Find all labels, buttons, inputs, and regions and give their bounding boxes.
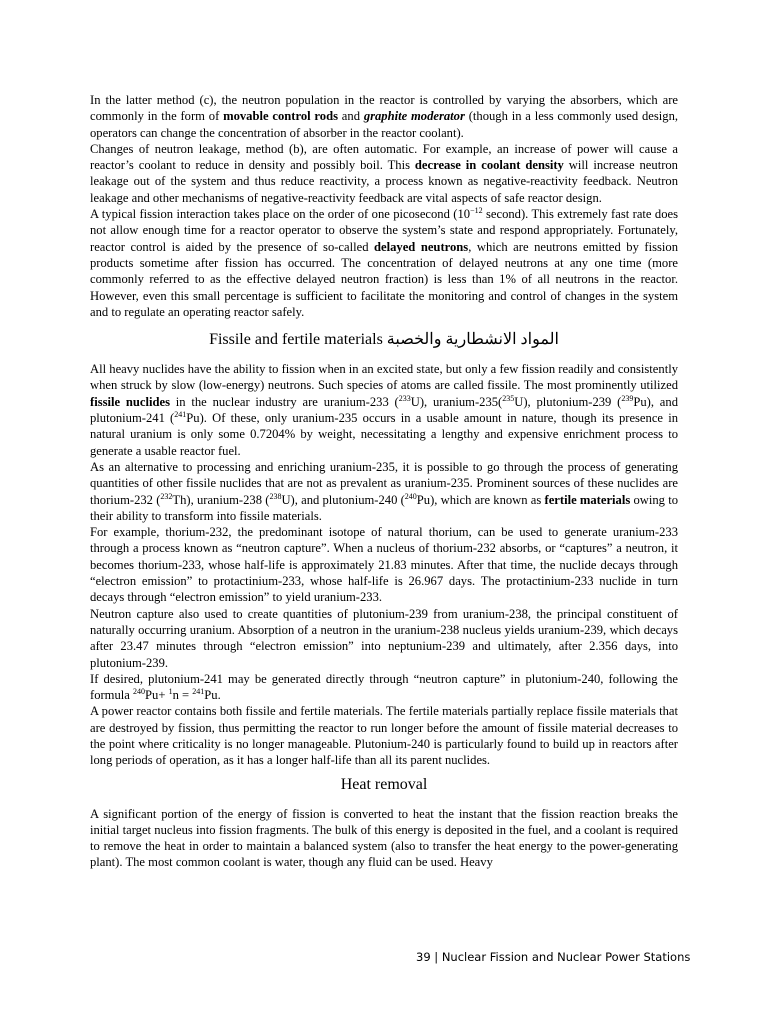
paragraph-heat-removal: A significant portion of the energy of fission is converted to heat the instant that the fission reaction breaks the initial target nucleus into fission fragments. The bulk of this energy is deposited in the fuel, and a coolant is required to remove the heat in order to maintain a balanced system (also to transfer the heat energy to the power-generating plant). The most common coolant is water, though any fluid can be used. Heavy	[90, 806, 678, 870]
bold-coolant-density: decrease in coolant density	[414, 158, 564, 173]
paragraph-power-reactor: A power reactor contains both fissile and fertile materials. The fertile materials partially replace fissile materials that are destroyed by fission, thus permitting the reactor to run longer before the amount of fissile material decreases to the point where criticality is no longer manageable. Plutonium-240 is particularly found to build up in reactors after long periods of operation, as it has a longer half-life than all its parent nuclides.	[90, 704, 678, 768]
section-heading-heat-removal: Heat removal	[340, 775, 428, 793]
paragraph-fertile-materials: As an alternative to processing and enriching uranium-235, it is possible to go through the process of generating quantities of other fissile nuclides that are not as prevalent as uranium-235. Prominent sources of these nuclides are thorium-232 ($^{232}$Th), uranium-238 ($^{238}$U), and plutonium-240 ($^{240}$Pu), which are known as fertile materials owing to their ability to transform into fissile materials.	[90, 459, 679, 523]
paragraph-neutron-leakage: Changes of neutron leakage, method (b), are often automatic. For example, an increase of power will cause a reactor’s coolant to reduce in density and possibly boil. This decrease in coolant density will increase neutron leakage out of the system and thus reduce reactivity, a process known as negative-reactivity feedback. Neutron leakage and other mechanisms of negative-reactivity feedback are vital aspects of safe reactor design.	[90, 141, 678, 205]
bold-delayed-neutrons: delayed neutrons	[374, 239, 469, 254]
document-page	[90, 92, 678, 871]
bold-fissile-nuclides: fissile nuclides	[90, 394, 170, 409]
paragraph-plutonium-formula: If desired, plutonium-241 may be generated directly through “neutron capture” in plutonium-240, following the formula $^{240}$Pu+ $^1$n = $^{241}$Pu.	[90, 671, 678, 703]
superscript: −12	[470, 206, 483, 216]
page-footer: 39 | Nuclear Fission and Nuclear Power Stations	[416, 950, 691, 964]
paragraph-thorium-example: For example, thorium-232, the predominant isotope of natural thorium, can be used to generate uranium-233 through a process known as “neutron capture”. When a nucleus of thorium-232 absorbs, or “captures” a neutron, it becomes thorium-233, whose half-life is approximately 21.83 minutes. After that time, the nuclide decays through “electron emission” to protactinium-233, whose half-life is 26.967 days. The protactinium-233 nuclide in turn decays through “electron emission” to yield uranium-233.	[90, 525, 678, 605]
section-heading-fissile-fertile: Fissile and fertile materials المواد الانشطارية والخصبة	[209, 331, 559, 349]
bold-control-rods: movable control rods	[223, 109, 338, 124]
paragraph-control-rods: In the latter method (c), the neutron population in the reactor is controlled by varying the absorbers, which are commonly in the form of movable control rods and graphite moderator (though in a less commonly used design, operators can change the concentration of absorber in the reactor coolant).	[90, 93, 679, 140]
paragraph-neutron-capture: Neutron capture also used to create quantities of plutonium-239 from uranium-238, the principal constituent of naturally occurring uranium. Absorption of a neutron in the uranium-238 nucleus yields uranium-239, which decays after 23.47 minutes through “electron emission” into neptunium-239 and ultimately, after 2.356 days, into plutonium-239.	[90, 606, 678, 670]
bold-italic-graphite-moderator: graphite moderator	[363, 109, 465, 124]
paragraph-delayed-neutrons: A typical fission interaction takes place on the order of one picosecond ($10^{-12}$ second). This extremely fast rate does not allow enough time for a reactor operator to observe the system’s state and respond appropriately. Fortunately, reactor control is aided by the presence of so-called delayed neutrons, which are neutrons emitted by fission products sometime after fission has occurred. The concentration of delayed neutrons at any one time (more commonly referred to as the effective delayed neutron fraction) is less than 1% of all neutrons in the reactor. However, even this small percentage is sufficient to facilitate the monitoring and control of changes in the system and to regulate an operating reactor safely.	[90, 206, 678, 319]
bold-fertile-materials: fertile materials	[544, 492, 631, 507]
paragraph-fissile-nuclides: All heavy nuclides have the ability to fission when in an excited state, but only a few fission readily and consistently when struck by slow (low-energy) neutrons. Such species of atoms are called fissile. The most prominently utilized fissile nuclides in the nuclear industry are uranium-233 ($^{233}$U), uranium-235($^{235}$U), plutonium-239 ($^{239}$Pu), and plutonium-241 ($^{241}$Pu). Of these, only uranium-235 occurs in a usable amount in nature, though its presence in natural uranium is only some 0.7204% by weight, necessitating a lengthy and expensive enrichment process to generate a usable reactor fuel.	[90, 362, 678, 458]
